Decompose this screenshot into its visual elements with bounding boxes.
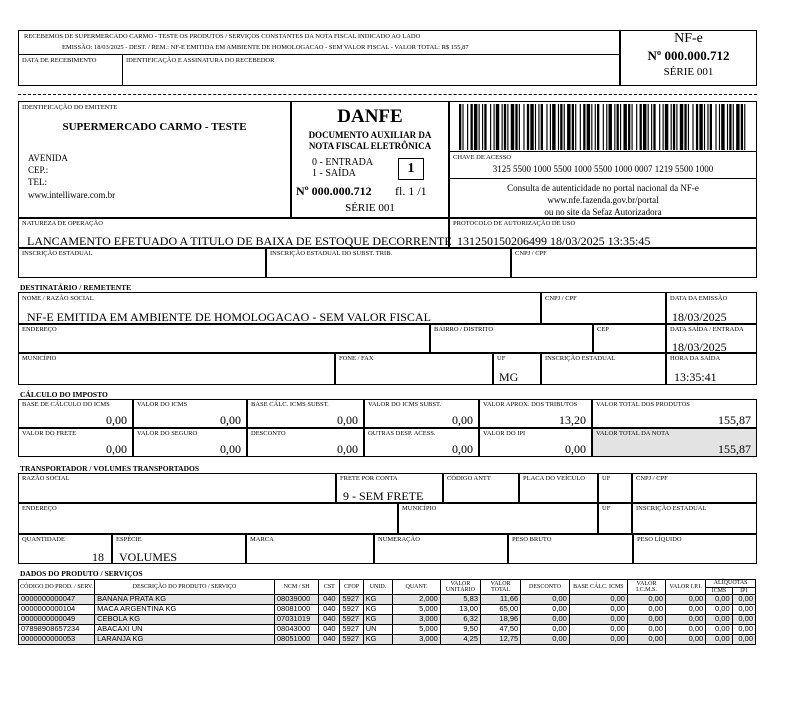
cell-base: 0,00 [569, 615, 627, 625]
cell-vipi: 0,00 [666, 635, 706, 645]
table-row [19, 595, 756, 605]
cell-cst: 040 [319, 615, 340, 625]
col-vunit: VALOR UNITÁRIO [440, 580, 480, 595]
transp-peso-bruto-label: PESO BRUTO [512, 536, 552, 543]
dest-cnpj-label: CNPJ / CPF [545, 295, 577, 302]
cell-cfop: 5927 [340, 605, 363, 615]
col-cfop: CFOP [340, 580, 363, 595]
transp-peso-liquido-label: PESO LÍQUIDO [637, 536, 682, 543]
transp-uf-label: UF [602, 475, 611, 482]
dest-municipio-label: MUNICÍPIO [22, 355, 57, 362]
cell-unid: KG [363, 635, 393, 645]
dest-data-emissao-label: DATA DA EMISSÃO [670, 295, 728, 302]
cell-vipi: 0,00 [666, 605, 706, 615]
imposto-value: 0,00 [220, 442, 241, 456]
cell-desconto: 0,00 [521, 625, 570, 635]
imposto-cell [247, 399, 364, 428]
consulta-1: Consulta de autenticidade no portal nacional da NF-e [507, 183, 699, 193]
transp-cnpj-label: CNPJ / CPF [636, 475, 668, 482]
cell-vunit: 6,32 [440, 615, 480, 625]
emitente-cep: CEP.: [28, 165, 49, 175]
cell-vicms: 0,00 [627, 595, 665, 605]
table-row [19, 625, 756, 635]
danfe-saida: 1 - SAÍDA [312, 168, 356, 179]
cell-vtotal: 18,96 [481, 615, 521, 625]
cell-base: 0,00 [569, 605, 627, 615]
col-vipi: VALOR I.P.I. [666, 580, 706, 595]
imposto-cell [247, 428, 364, 457]
transp-endereco-label: ENDEREÇO [22, 505, 57, 512]
cell-vicms: 0,00 [627, 635, 665, 645]
dest-fone-label: FONE / FAX [339, 355, 374, 362]
transportador-titulo: TRANSPORTADOR / VOLUMES TRANSPORTADOS [20, 464, 200, 473]
imposto-value: 13,20 [559, 413, 586, 427]
cell-unid: KG [363, 615, 393, 625]
danfe-serie: SÉRIE 001 [345, 202, 395, 214]
emitente-endereco: AVENIDA [28, 153, 68, 163]
cell-base: 0,00 [569, 635, 627, 645]
cell-ncm: 08043000 [274, 625, 318, 635]
dest-data-emissao: 18/03/2025 [672, 310, 727, 324]
cell-quant: 5,000 [393, 605, 441, 615]
canhoto-serie: SÉRIE 001 [663, 66, 714, 78]
transp-quantidade-label: QUANTIDADE [22, 536, 65, 543]
cell-desconto: 0,00 [521, 595, 570, 605]
transp-frete-label: FRETE POR CONTA [340, 475, 398, 482]
cell-vicms: 0,00 [627, 615, 665, 625]
imposto-label: DESCONTO [251, 430, 286, 437]
col-descricao: DESCRIÇÃO DO PRODUTO / SERVIÇO [95, 580, 275, 595]
imposto-value: 0,00 [565, 442, 586, 456]
danfe-sub-2: NOTA FISCAL ELETRÔNICA [308, 141, 432, 151]
imposto-value: 0,00 [452, 442, 473, 456]
canhoto-numero: Nº 000.000.712 [647, 48, 730, 63]
transp-marca-label: MARCA [250, 536, 274, 543]
imposto-cell [364, 428, 479, 457]
natureza-valor: LANCAMENTO EFETUADO A TITULO DE BAIXA DE ESTOQUE DECORRENTE [27, 234, 452, 248]
cell-ncm: 07031019 [274, 615, 318, 625]
cell-ipi: 0,00 [732, 605, 755, 615]
imposto-value: 0,00 [220, 413, 241, 427]
cell-icms: 0,00 [706, 615, 732, 625]
produtos-table [18, 579, 756, 645]
col-aliquotas: ALÍQUOTAS [706, 580, 756, 588]
cell-vipi: 0,00 [666, 625, 706, 635]
emitente-cnpj-box [511, 248, 757, 278]
dest-data-saida: 18/03/2025 [672, 340, 727, 354]
table-row [19, 605, 756, 615]
imposto-cell [18, 428, 133, 457]
assinatura-label: IDENTIFICAÇÃO E ASSINATURA DO RECEBEDOR [126, 57, 275, 64]
cell-vtotal: 11,66 [481, 595, 521, 605]
dest-nome-label: NOME / RAZÃO SOCIAL [22, 295, 94, 302]
cell-cfop: 5927 [340, 625, 363, 635]
cell-descricao: ABACAXI UN [95, 625, 275, 635]
imposto-cell [479, 399, 592, 428]
danfe-tipo: 1 [407, 161, 415, 176]
col-icms: ICMS [706, 587, 732, 595]
imposto-cell [479, 428, 592, 457]
transp-numeracao-label: NUMERAÇÃO [378, 536, 420, 543]
imposto-cell [18, 399, 133, 428]
danfe-folha: fl. 1 /1 [395, 184, 427, 198]
canhoto-texto-1: RECEBEMOS DE SUPERMERCADO CARMO - TESTE OS PRODUTOS / SERVIÇOS CONSTANTES DA NOTA FISCAL INDICADO AO LADO [24, 33, 421, 40]
cell-vunit: 9,50 [440, 625, 480, 635]
cell-quant: 3,000 [393, 615, 441, 625]
cell-icms: 0,00 [706, 605, 732, 615]
cell-codigo: 0000000000104 [19, 605, 95, 615]
table-row [19, 635, 756, 645]
cell-base: 0,00 [569, 595, 627, 605]
cell-quant: 3,000 [393, 635, 441, 645]
imposto-cell [133, 399, 247, 428]
cell-unid: UN [363, 625, 393, 635]
cell-ipi: 0,00 [732, 635, 755, 645]
imposto-value: 0,00 [337, 442, 358, 456]
cell-vtotal: 12,75 [481, 635, 521, 645]
transp-frete: 9 - SEM FRETE [343, 489, 424, 503]
imposto-value: 0,00 [106, 413, 127, 427]
cell-ipi: 0,00 [732, 615, 755, 625]
cell-vtotal: 47,50 [481, 625, 521, 635]
dest-cep-label: CEP [597, 326, 609, 333]
imposto-label: VALOR DO FRETE [22, 430, 77, 437]
cell-ncm: 08051000 [274, 635, 318, 645]
imposto-label: VALOR DO IPI [483, 430, 526, 437]
emitente-cnpj-label: CNPJ / CPF [515, 250, 547, 257]
cell-vunit: 5,83 [440, 595, 480, 605]
cell-icms: 0,00 [706, 625, 732, 635]
col-codigo: CÓDIGO DO PROD. / SERV. [19, 580, 95, 595]
transp-antt-label: CÓDIGO ANTT [447, 475, 491, 482]
cell-cfop: 5927 [340, 615, 363, 625]
transp-uf2-label: UF [602, 505, 611, 512]
cell-ipi: 0,00 [732, 595, 755, 605]
dest-ie-label: INSCRIÇÃO ESTADUAL [545, 355, 616, 362]
transp-razao-label: RAZÃO SOCIAL [22, 475, 70, 482]
col-quant: QUANT. [393, 580, 441, 595]
transp-quantidade: 18 [92, 550, 104, 564]
emitente-nome: SUPERMERCADO CARMO - TESTE [62, 121, 247, 133]
imposto-value: 0,00 [452, 413, 473, 427]
cell-quant: 5,000 [393, 625, 441, 635]
cell-desconto: 0,00 [521, 635, 570, 645]
cell-cfop: 5927 [340, 595, 363, 605]
cell-desconto: 0,00 [521, 605, 570, 615]
cell-codigo: 0000000000049 [19, 615, 95, 625]
imposto-cell [133, 428, 247, 457]
col-cst: CST [319, 580, 340, 595]
col-vicms: VALOR I.C.M.S. [627, 580, 665, 595]
cell-cfop: 5927 [340, 635, 363, 645]
barcode [459, 104, 746, 150]
cell-vtotal: 65,00 [481, 605, 521, 615]
emitente-site: www.intelliware.com.br [28, 190, 116, 200]
cut-line [18, 94, 757, 95]
dest-uf: MG [499, 370, 519, 384]
ie-label: INSCRIÇÃO ESTADUAL [22, 250, 93, 257]
cell-descricao: MACA ARGENTINA KG [95, 605, 275, 615]
danfe-sub-1: DOCUMENTO AUXILIAR DA [308, 130, 432, 140]
imposto-value: 0,00 [106, 442, 127, 456]
imposto-label: VALOR TOTAL DOS PRODUTOS [596, 401, 690, 408]
danfe-titulo: DANFE [337, 106, 403, 127]
cell-descricao: LARANJA KG [95, 635, 275, 645]
consulta-2: www.nfe.fazenda.gov.br/portal [547, 195, 659, 205]
danfe-entrada: 0 - ENTRADA [312, 157, 374, 168]
cell-cst: 040 [319, 635, 340, 645]
cell-descricao: BANANA PRATA KG [95, 595, 275, 605]
imposto-label: VALOR DO ICMS SUBST. [368, 401, 442, 408]
imposto-label: BASE DE CÁLCULO DO ICMS [22, 401, 110, 408]
cell-ipi: 0,00 [732, 625, 755, 635]
imposto-label: VALOR TOTAL DA NOTA [596, 430, 670, 437]
cell-quant: 2,000 [393, 595, 441, 605]
emitente-tel: TEL: [28, 177, 47, 187]
consulta-3: ou no site da Sefaz Autorizadora [544, 207, 662, 217]
canhoto-nfe-label: NF-e [674, 31, 703, 46]
imposto-label: VALOR APROX. DOS TRIBUTOS [483, 401, 578, 408]
imposto-label: VALOR DO SEGURO [137, 430, 198, 437]
imposto-cell [592, 428, 757, 457]
col-ncm: NCM / SH [274, 580, 318, 595]
ie-st-label: INSCRIÇÃO ESTADUAL DO SUBST. TRIB. [270, 250, 393, 257]
natureza-label: NATUREZA DE OPERAÇÃO [22, 220, 103, 227]
cell-desconto: 0,00 [521, 615, 570, 625]
imposto-titulo: CÁLCULO DO IMPOSTO [20, 390, 108, 399]
cell-codigo: 0000000000047 [19, 595, 95, 605]
chave-valor: 3125 5500 1000 5500 1000 5500 1000 0007 1219 5500 1000 [492, 164, 714, 174]
dest-hora-saida-label: HORA DA SAÍDA [670, 355, 721, 362]
cell-icms: 0,00 [706, 635, 732, 645]
imposto-value: 0,00 [337, 413, 358, 427]
transp-especie: VOLUMES [119, 550, 178, 564]
transp-especie-label: ESPÉCIE [116, 536, 142, 543]
cell-unid: KG [363, 605, 393, 615]
transp-municipio-label: MUNICÍPIO [402, 505, 437, 512]
imposto-label: BASE CÁLC. ICMS SUBST. [251, 401, 329, 408]
imposto-cell [364, 399, 479, 428]
cell-icms: 0,00 [706, 595, 732, 605]
cell-codigo: 0000000000053 [19, 635, 95, 645]
cell-vipi: 0,00 [666, 615, 706, 625]
cell-codigo: 07898908657234 [19, 625, 95, 635]
imposto-value: 155,87 [718, 413, 751, 427]
destinatario-titulo: DESTINATÁRIO / REMETENTE [20, 283, 132, 292]
col-base: BASE CÁLC. ICMS [569, 580, 627, 595]
produtos-titulo: DADOS DO PRODUTO / SERVIÇOS [20, 569, 143, 578]
dest-uf-label: UF [497, 355, 506, 362]
col-desconto: DESCONTO [521, 580, 570, 595]
cell-base: 0,00 [569, 625, 627, 635]
dest-nome: NF-E EMITIDA EM AMBIENTE DE HOMOLOGACAO - SEM VALOR FISCAL [27, 310, 431, 324]
cell-vicms: 0,00 [627, 625, 665, 635]
cell-ncm: 08039000 [274, 595, 318, 605]
cell-cst: 040 [319, 605, 340, 615]
cell-vunit: 13,00 [440, 605, 480, 615]
danfe-numero: Nº 000.000.712 [296, 184, 372, 198]
dest-endereco-label: ENDEREÇO [22, 326, 57, 333]
table-row [19, 615, 756, 625]
protocolo-label: PROTOCOLO DE AUTORIZAÇÃO DE USO [453, 220, 576, 227]
imposto-label: OUTRAS DESP. ACESS. [368, 430, 436, 437]
col-unid: UNID. [363, 580, 393, 595]
imposto-label: VALOR DO ICMS [137, 401, 188, 408]
imposto-value: 155,87 [718, 442, 751, 456]
emitente-label: IDENTIFICAÇÃO DO EMITENTE [22, 104, 118, 111]
dest-hora-saida: 13:35:41 [674, 370, 717, 384]
cell-vipi: 0,00 [666, 595, 706, 605]
dest-bairro-label: BAIRRO / DISTRITO [434, 326, 494, 333]
dest-data-saida-label: DATA SAÍDA / ENTRADA [670, 326, 744, 333]
col-ipi: IPI [732, 587, 755, 595]
cell-unid: KG [363, 595, 393, 605]
cell-vicms: 0,00 [627, 605, 665, 615]
cell-descricao: CEBOLA KG [95, 615, 275, 625]
data-recebimento-label: DATA DE RECEBIMENTO [22, 57, 97, 64]
protocolo-valor: 131250150206499 18/03/2025 13:35:45 [457, 234, 651, 248]
cell-cst: 040 [319, 595, 340, 605]
cell-ncm: 08081000 [274, 605, 318, 615]
transp-placa-label: PLACA DO VEÍCULO [523, 475, 585, 482]
canhoto-texto-2: EMISSÃO: 18/03/2025 - DEST. / REM.: NF-E EMITIDA EM AMBIENTE DE HOMOLOGACAO - SEM VALOR FISCAL - VALOR TOTAL: R$ 155,87 [62, 44, 469, 51]
cell-vunit: 4,25 [440, 635, 480, 645]
imposto-cell [592, 399, 757, 428]
cell-cst: 040 [319, 625, 340, 635]
chave-label: CHAVE DE ACESSO [453, 154, 512, 161]
col-vtotal: VALOR TOTAL [481, 580, 521, 595]
transp-ie-label: INSCRIÇÃO ESTADUAL [636, 505, 707, 512]
